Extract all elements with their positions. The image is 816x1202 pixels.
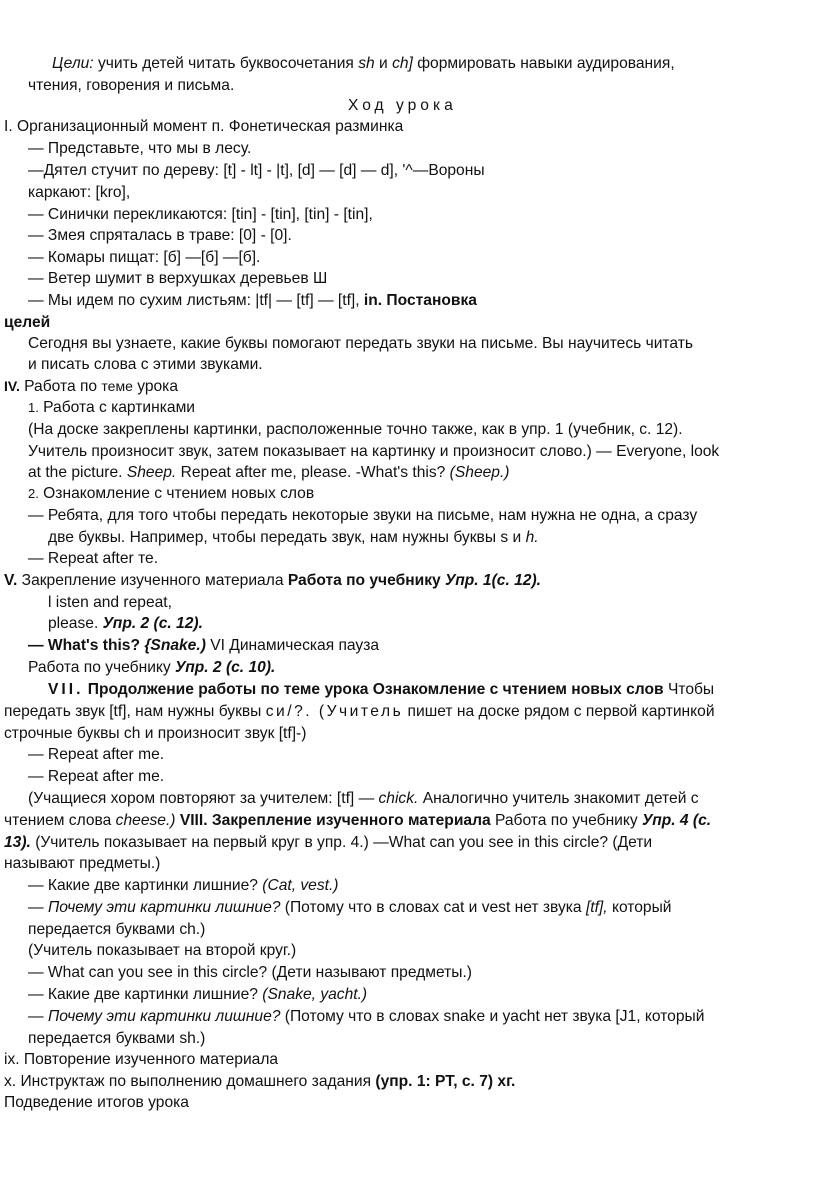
line-second-circle: (Учитель показывает на второй круг.) [28, 942, 297, 959]
which-1-answer: (Cat, vest.) [262, 877, 339, 894]
subsection-2-label: Ознакомление с чтением новых слов [38, 485, 315, 502]
line-please [48, 614, 203, 633]
work-exercise: Упр. 2 (с. 10). [175, 659, 276, 676]
kids-letter-h: h. [525, 529, 539, 546]
line-work-textbook [28, 658, 275, 677]
please-exercise: Упр. 2 (с. 12). [102, 615, 203, 632]
chorus-cheese: cheese.) [115, 812, 176, 829]
section-5-title [4, 571, 541, 590]
para-chorus-4: называют предметы.) [4, 855, 161, 872]
s7-l2b: си/?. (Учитель [265, 703, 404, 720]
section-7-line-2 [4, 702, 715, 721]
final-section-title: Подведение итогов урока [4, 1094, 189, 1111]
section-7-label: Продолжение работы по теме урока Ознакомление с чтением новых слов [83, 681, 664, 698]
line-tits: — Синички перекликаются: [tin] - [tin], [tin] - [tin], [28, 206, 373, 223]
goals-ch: ch] [392, 55, 413, 72]
section-5-exercise: Упр. 1(с. 12). [445, 572, 541, 589]
chorus-3a: 13). [4, 834, 31, 851]
line-repeat-me-2: — Repeat after me. [28, 768, 165, 785]
chorus-1a: (Учащиеся хором повторяют за учителем: [tf] — [28, 790, 379, 807]
goals-label: Цели: [52, 55, 94, 72]
para-today-2: и писать слова с этими звуками. [28, 356, 263, 373]
para-board-3 [28, 463, 509, 482]
line-leaves [28, 291, 477, 310]
section-8-title: VIII. Закрепление изученного материала [175, 812, 491, 829]
section-1-title: I. Организационный момент п. Фонетическая разминка [4, 118, 404, 135]
section-4-pre: Работа по [19, 378, 102, 395]
lesson-heading: Ход урока [348, 97, 457, 114]
chorus-2a: чтением слова [4, 812, 116, 829]
line-wind: — Ветер шумит в верхушках деревьев Ш [28, 270, 328, 287]
para-board-1: (На доске закреплены картинки, расположенные точно также, как в упр. 1 (учебник, с. 12). [28, 421, 683, 438]
section-10-title [4, 1072, 515, 1091]
line-which-2 [28, 985, 367, 1004]
section-7-title [48, 680, 714, 699]
para-kids-2 [48, 528, 539, 547]
kids-letter-s: s [500, 529, 509, 546]
line-why-1-cont: передается буквами ch.) [28, 921, 206, 938]
line-snake: — Змея спряталась в траве: [0] - [0]. [28, 227, 292, 244]
why-1e: который [607, 899, 672, 916]
board-3a: at the picture. [28, 464, 127, 481]
which-1a: — Какие две картинки лишние? [28, 877, 263, 894]
please-text: please. [48, 615, 103, 632]
subsection-1-label: Работа с картинками [38, 399, 195, 416]
section-4-post: урока [132, 378, 179, 395]
line-imagine: — Представьте, что мы в лесу. [28, 140, 252, 157]
section-7-post: Чтобы [663, 681, 715, 698]
line-what-2: — What can you see in this circle? (Дети называют предметы.) [28, 964, 473, 981]
goals-text-2: формировать навыки аудирования, [412, 55, 675, 72]
chorus-exercise: Упр. 4 (с. [642, 812, 712, 829]
chorus-3b: (Учитель показывает на первый круг в упр. 4.) —What can you see in this circle? (Дети [30, 834, 653, 851]
which-2a: — Какие две картинки лишние? [28, 986, 263, 1003]
chorus-2d: Работа по учебнику [490, 812, 643, 829]
chorus-chick: chick. [378, 790, 419, 807]
line-woodpecker: —Дятел стучит по дереву: [t] - lt] - |t], [d] — [d] — d], '^—Вороны [28, 162, 485, 179]
why-1-sound: [tf], [585, 899, 608, 916]
para-chorus-2 [4, 811, 711, 830]
line-which-1 [28, 876, 339, 895]
section-3-title: in. Постановка [363, 292, 477, 309]
section-7-number: VII. [48, 681, 84, 698]
section-5-textbook: Работа по учебнику [287, 572, 446, 589]
why-1-question: Почему эти картинки лишние? [47, 899, 281, 916]
line-whats-this [28, 636, 379, 655]
section-4-number: IV. [4, 378, 20, 394]
kids-and: и [508, 529, 526, 546]
s7-l2c: пишет на доске рядом с первой картинкой [403, 703, 715, 720]
line-listen: l isten and repeat, [48, 594, 172, 611]
board-sheep: Sheep. [126, 464, 177, 481]
s7-l2a: передать звук [tf], нам нужны буквы [4, 703, 266, 720]
why-2-dash: — [28, 1008, 48, 1025]
line-why-2 [28, 1007, 704, 1026]
line-repeat-me-1: — Repeat after me. [28, 746, 165, 763]
section-9-title: ix. Повторение изученного материала [4, 1051, 279, 1068]
board-3c: Repeat after me, please. -What's this? [176, 464, 450, 481]
section-10-homework: (упр. 1: РТ, с. 7) хг. [375, 1073, 516, 1090]
subsection-2-number: 2. [28, 486, 39, 501]
why-1c: (Потому что в словах cat и vest нет звука [280, 899, 586, 916]
which-2-answer: (Snake, yacht.) [262, 986, 368, 1003]
subsection-2-title [28, 484, 314, 503]
para-board-2: Учитель произносит звук, затем показывает на картинку и произносит слово.) — Everyone, look [28, 443, 720, 460]
chorus-1c: Аналогично учитель знакомит детей с [418, 790, 699, 807]
whats-this-text: — What's this? [28, 637, 145, 654]
para-today-1: Сегодня вы узнаете, какие буквы помогают передать звуки на письме. Вы научитесь читать [28, 335, 693, 352]
board-sheep-answer: (Sheep.) [449, 464, 510, 481]
para-chorus-3 [4, 833, 652, 852]
line-why-1 [28, 898, 672, 917]
goals-sh: sh [358, 55, 375, 72]
leaves-text: — Мы идем по сухим листьям: |tf| — [tf] — [tf], [28, 292, 364, 309]
work-text: Работа по учебнику [28, 659, 176, 676]
subsection-1-number: 1. [28, 400, 39, 415]
section-10-text: x. Инструктаж по выполнению домашнего задания [4, 1073, 376, 1090]
why-2-question: Почему эти картинки лишние? [47, 1008, 281, 1025]
section-5-number: V. [4, 572, 18, 589]
goals-text: учить детей читать буквосочетания [93, 55, 359, 72]
line-crows: каркают: [kro], [28, 184, 131, 201]
line-mosquito: — Комары пищат: [б] —[б] —[б]. [28, 249, 261, 266]
para-chorus-1 [28, 789, 699, 808]
goals-line-2: чтения, говорения и письма. [28, 77, 235, 94]
why-2c: (Потому что в словах snake и yacht нет звука [J1, который [280, 1008, 705, 1025]
section-5-pre: Закрепление изученного материала [17, 572, 288, 589]
why-1-dash: — [28, 899, 48, 916]
section-4-theme: теме [101, 378, 133, 394]
section-7-line-3: строчные буквы ch и произносит звук [tf]-) [4, 725, 307, 742]
kids-2a: две буквы. Например, чтобы передать звук, нам нужны буквы [48, 529, 501, 546]
section-6-title: VI Динамическая пауза [205, 637, 380, 654]
goals-and: и [374, 55, 393, 72]
section-4-title [4, 377, 178, 396]
section-3-title-cont: целей [4, 314, 51, 331]
line-why-2-cont: передается буквами sh.) [28, 1030, 206, 1047]
whats-this-snake: {Snake.) [144, 637, 206, 654]
para-kids-1: — Ребята, для того чтобы передать некоторые звуки на письме, нам нужна не одна, а сразу [28, 507, 698, 524]
subsection-1-title [28, 398, 195, 417]
goals-line-1 [52, 54, 675, 73]
line-repeat-te: — Repeat after те. [28, 550, 159, 567]
